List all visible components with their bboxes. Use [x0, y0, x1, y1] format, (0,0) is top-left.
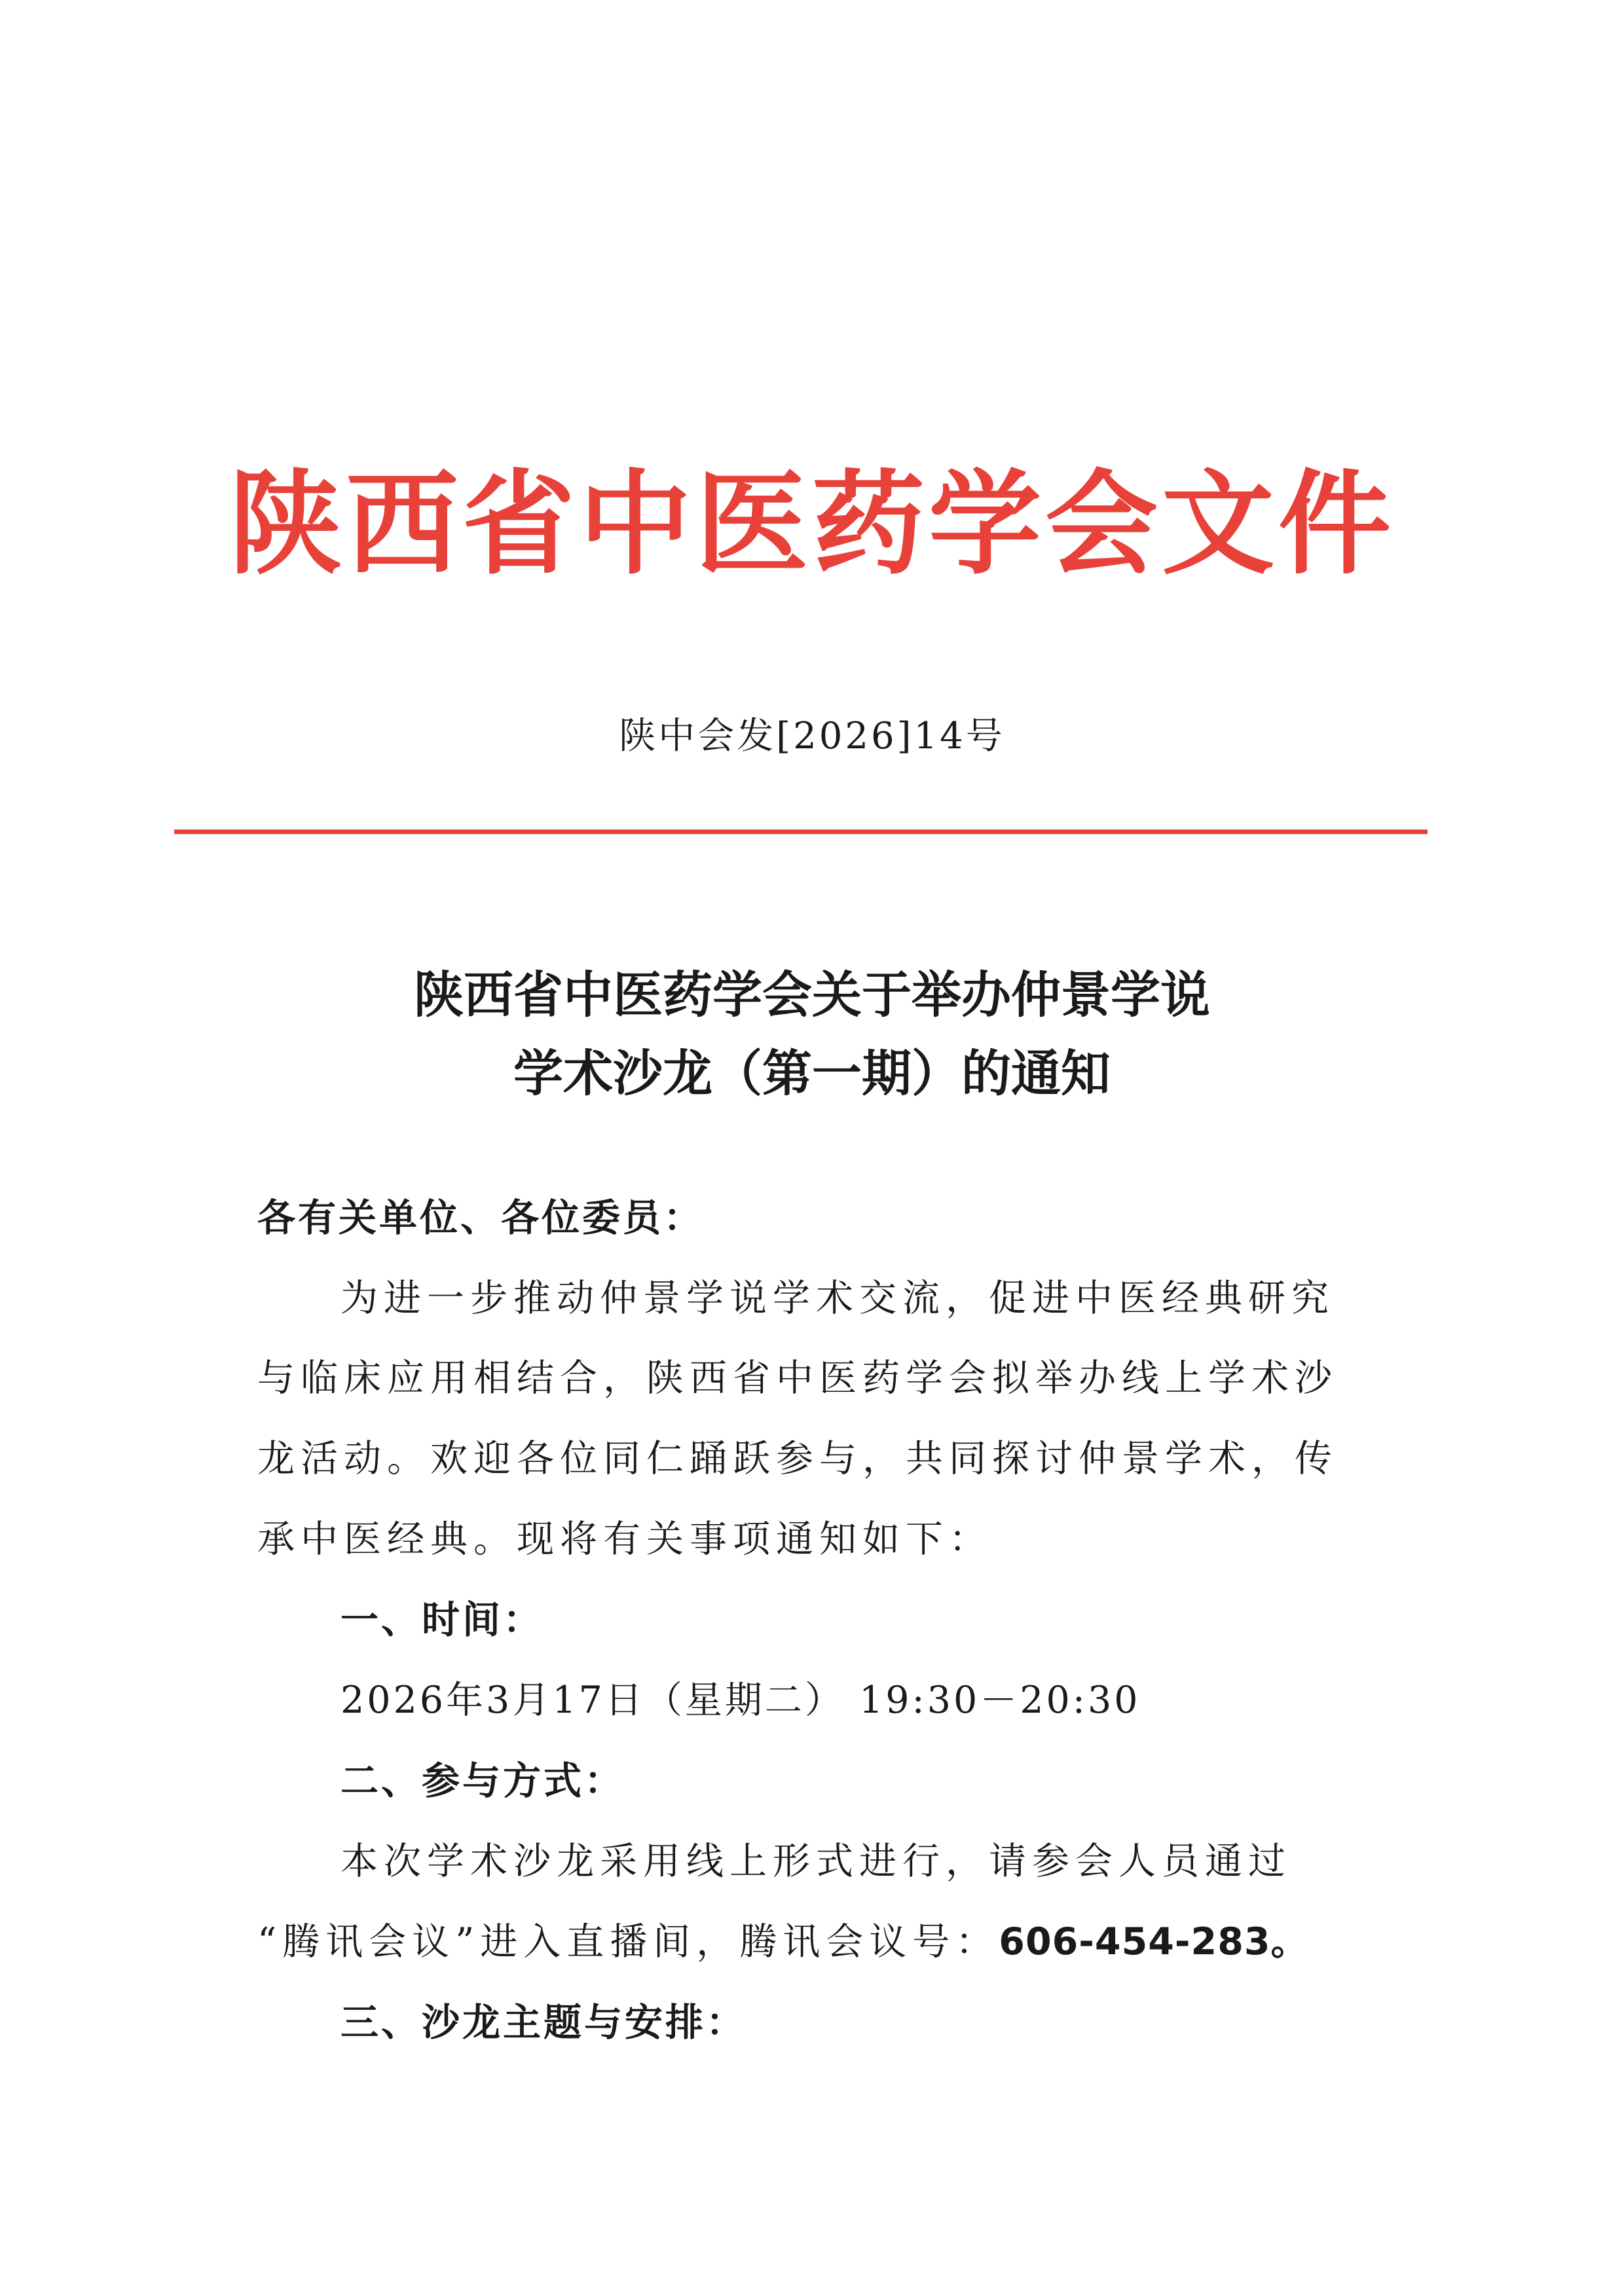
section-1-heading: 一、时间： [341, 1597, 544, 1642]
red-divider-line [174, 829, 1428, 834]
issuer-title: 陕西省中医药学会文件 [229, 457, 1395, 590]
notice-title-line-1: 陕西省中医药学会关于举办仲景学说 [414, 966, 1210, 1024]
notice-title [0, 956, 1624, 1113]
document-number: 陕中会发[2026]14号 [619, 715, 1005, 757]
notice-title-line-2: 学术沙龙（第一期）的通知 [513, 1044, 1111, 1102]
section-2-paragraph-line-1: 本次学术沙龙采用线上形式进行，请参会人员通过 [341, 1840, 1291, 1883]
section-1-time-text: 2026年3月17日（星期二） 19:30－20:30 [341, 1679, 1141, 1722]
intro-paragraph-line-4: 承中医经典。现将有关事项通知如下： [257, 1518, 992, 1561]
meeting-id: 606-454-283。 [999, 1920, 1309, 1963]
intro-paragraph-line-1: 为进一步推动仲景学说学术交流，促进中医经典研究 [341, 1277, 1335, 1320]
intro-paragraph-line-3: 龙活动。欢迎各位同仁踊跃参与，共同探讨仲景学术，传 [257, 1437, 1338, 1480]
section-2-heading: 二、参与方式： [341, 1758, 625, 1803]
section-3-heading: 三、沙龙主题与安排： [341, 2000, 747, 2045]
intro-paragraph-line-2: 与临床应用相结合，陕西省中医药学会拟举办线上学术沙 [257, 1357, 1338, 1400]
section-2-paragraph-line-2 [257, 1916, 1309, 1968]
meeting-instruction-text: “腾讯会议”进入直播间，腾讯会议号： [257, 1920, 999, 1963]
salutation: 各有关单位、各位委员： [257, 1195, 705, 1240]
